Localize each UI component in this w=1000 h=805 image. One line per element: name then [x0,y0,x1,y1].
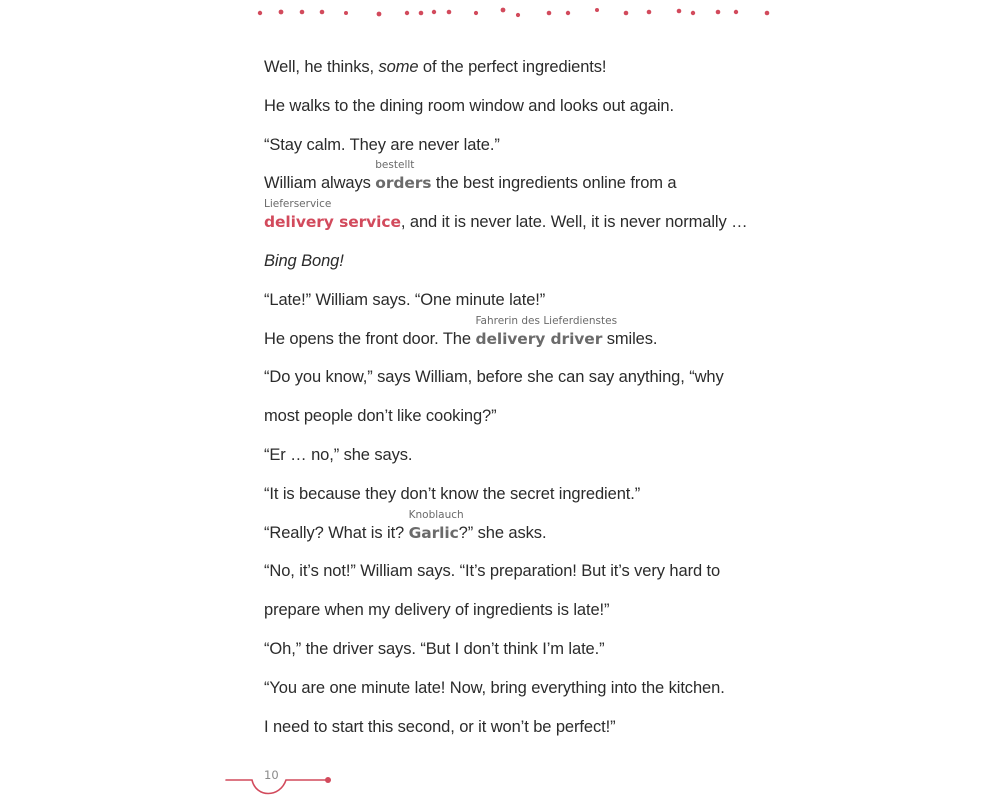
text-segment: of the perfect ingredients! [418,58,607,76]
translation-gloss: Fahrerin des Lieferdienstes [475,314,618,327]
vocab-word: delivery driver [475,329,603,348]
vocab-word: orders [375,174,432,193]
text-line [264,48,784,87]
text-line [264,508,784,553]
translation-gloss: bestellt [375,159,415,172]
text-line: “You are one minute late! Now, bring everything into the kitchen. [264,678,725,697]
text-line: “Er … no,” she says. [264,445,413,464]
text-line: I need to start this second, or it won’t be perfect!” [264,717,616,736]
text-segment: , and it is never late. Well, it is never normally … [400,213,748,232]
vocab-word: Garlic [408,523,459,542]
page-footer [224,764,344,800]
text-segment: “Really? What is it? [264,523,409,542]
vocab-term [408,508,464,552]
text-segment: ?” she asks. [458,523,547,542]
text-segment: the best ingredients online from a [431,174,677,193]
page-number: 10 [264,768,279,782]
emphasis-text: some [378,58,419,76]
text-line [264,159,784,203]
text-segment: smiles. [602,329,658,348]
vocab-term [475,314,618,358]
text-segment: He opens the front door. The [264,329,476,348]
translation-gloss: Knoblauch [408,508,464,521]
emphasis-text: Bing Bong! [264,251,344,270]
vocab-term [264,198,401,241]
text-line: “Oh,” the driver says. “But I don’t think I’m late.” [264,639,605,658]
text-line: “Stay calm. They are never late.” [264,135,500,154]
translation-gloss: Lieferservice [264,198,332,211]
vocab-term [375,159,432,202]
decorative-dots-header [0,0,1000,24]
vocab-word-highlighted: delivery service [264,213,401,232]
text-line: “Do you know,” says William, before she can say anything, “why [264,368,724,387]
text-line: “Late!” William says. “One minute late!” [264,290,546,309]
text-line [264,314,784,359]
text-line: He walks to the dining room window and looks out again. [264,96,674,115]
text-line [264,242,784,281]
text-segment: Well, he thinks, [264,58,379,76]
page-number-ornament [224,764,344,800]
text-segment: William always [264,174,376,193]
text-line: “No, it’s not!” William says. “It’s preparation! But it’s very hard to [264,562,721,581]
text-line: prepare when my delivery of ingredients is late!” [264,601,610,620]
story-text [264,48,784,746]
text-line: “It is because they don’t know the secret ingredient.” [264,484,641,503]
text-line: most people don’t like cooking?” [264,407,497,426]
text-line [264,198,784,242]
